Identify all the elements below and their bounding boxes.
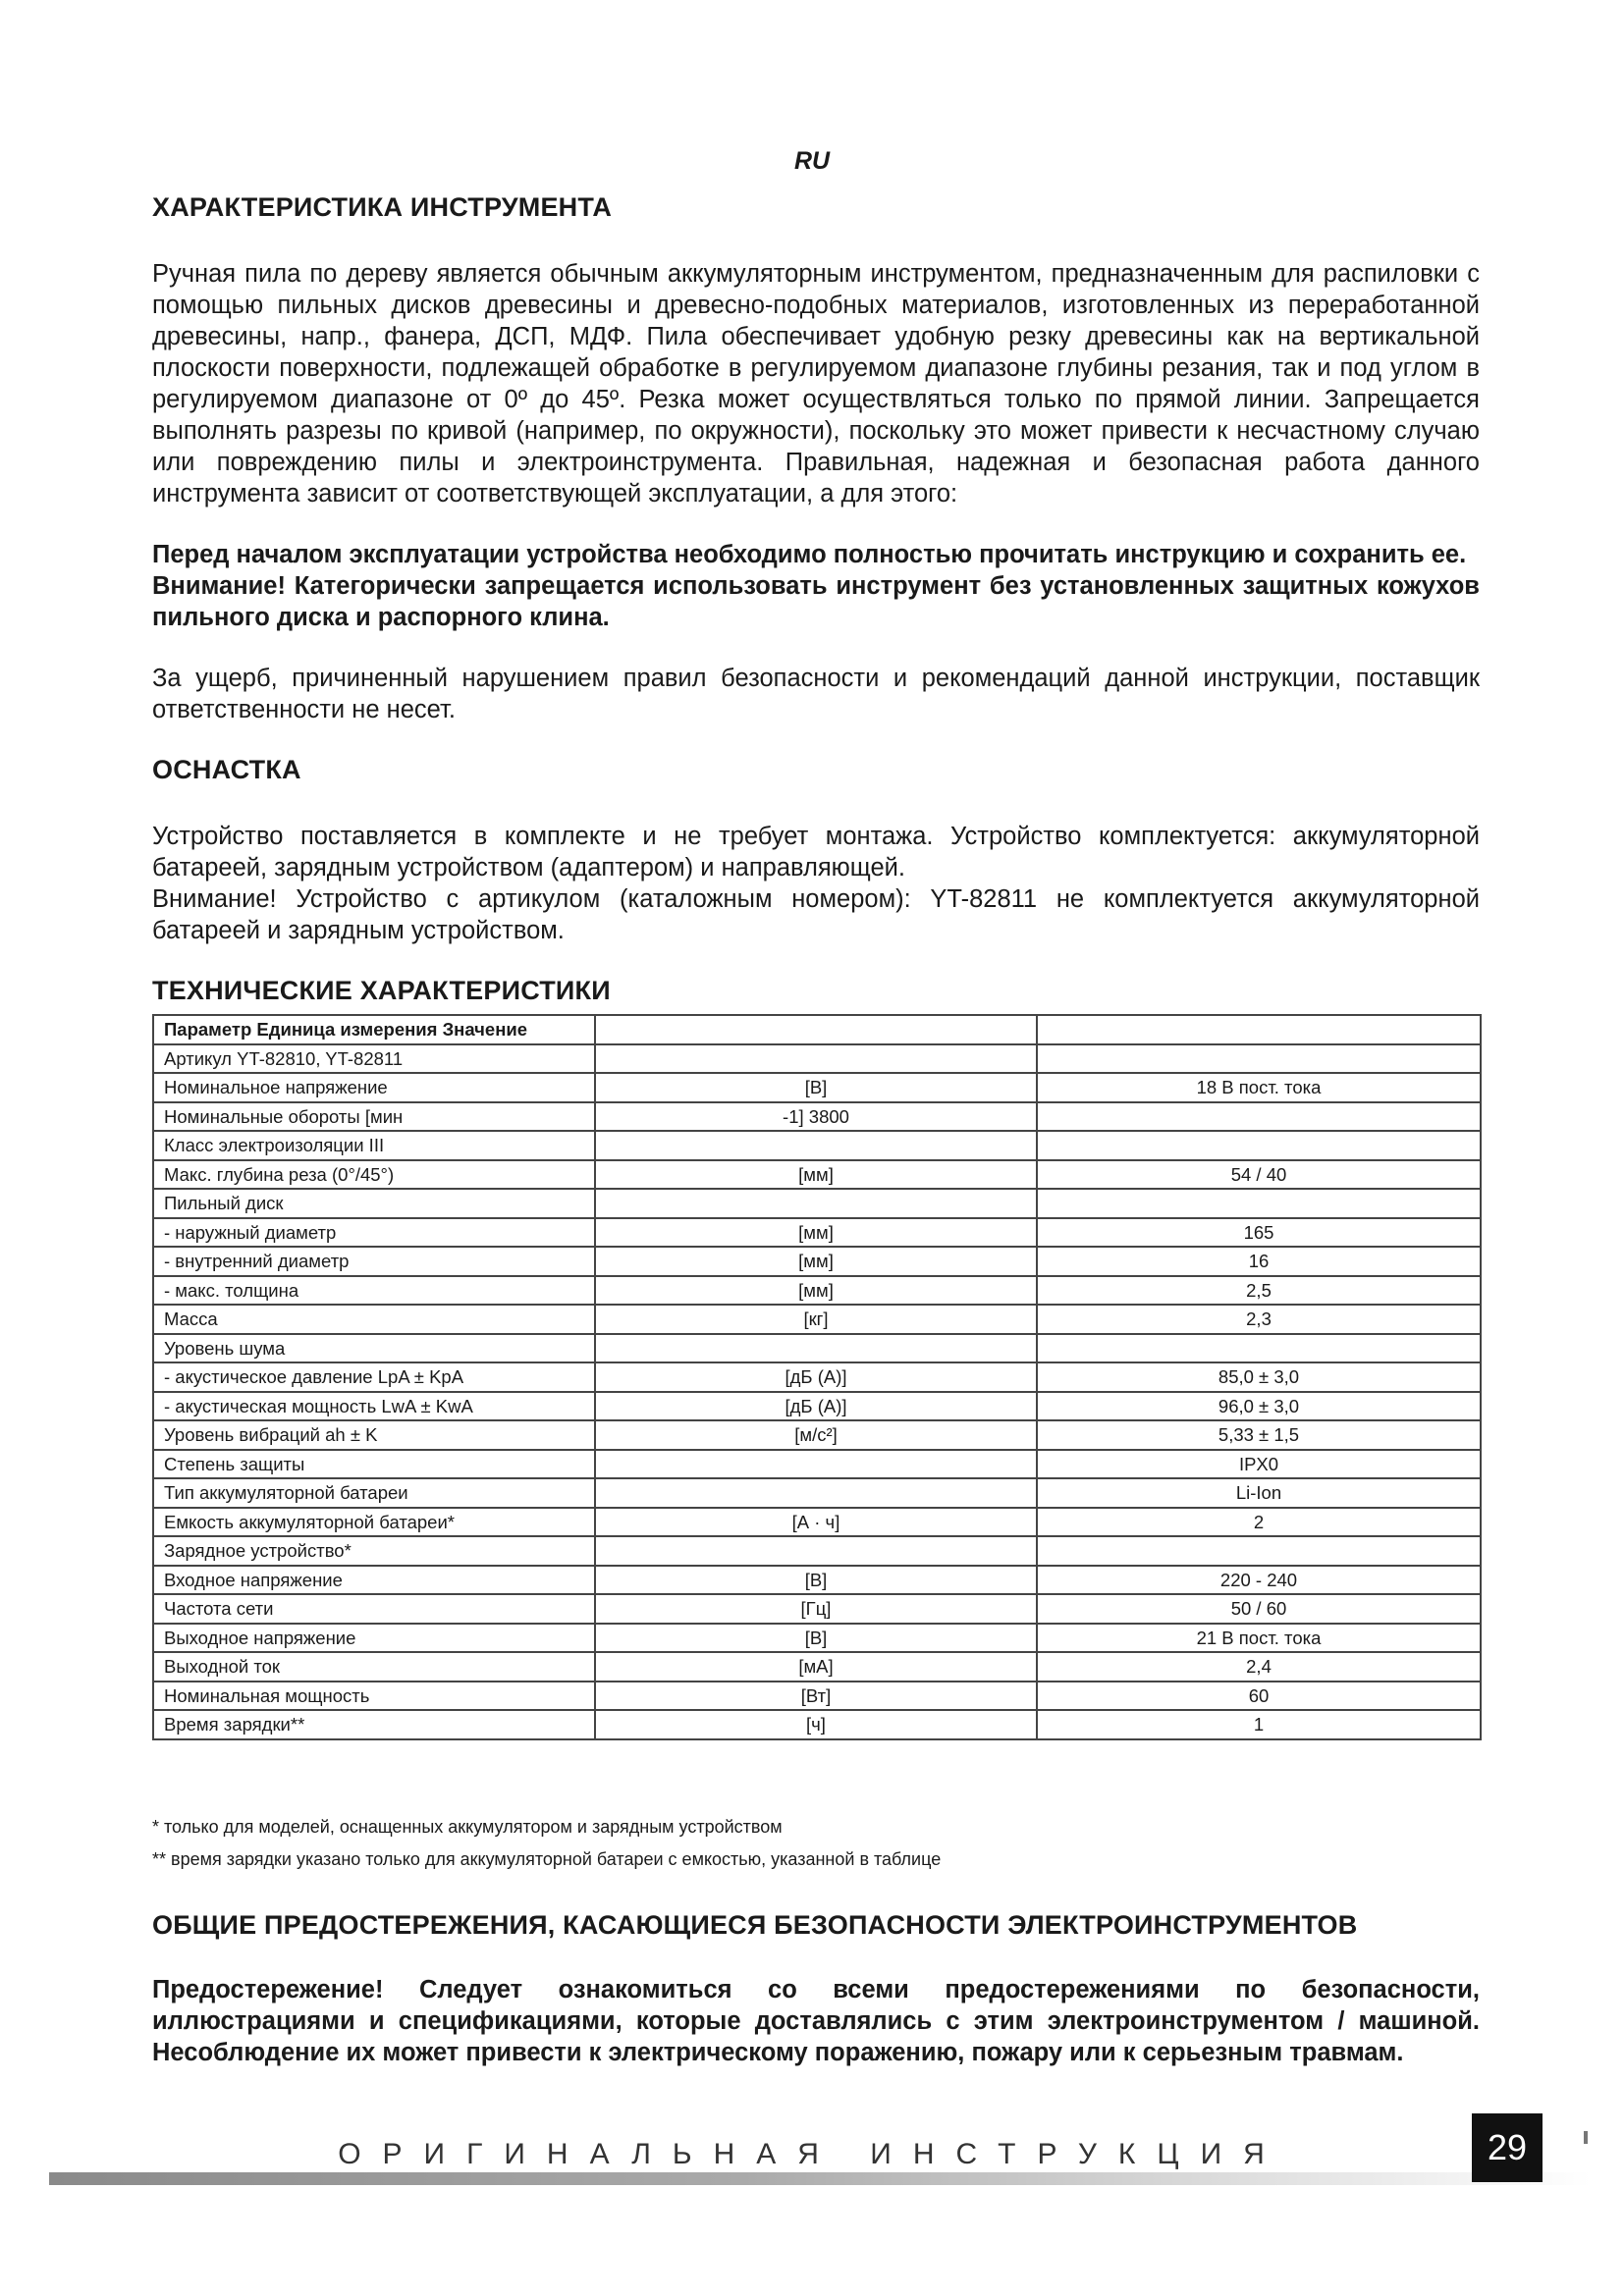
value-cell: 2 xyxy=(1037,1508,1481,1537)
parameter-cell: Номинальные обороты [мин xyxy=(153,1102,595,1132)
unit-cell: -1] 3800 xyxy=(595,1102,1037,1132)
value-cell: 220 - 240 xyxy=(1037,1566,1481,1595)
unit-cell: [В] xyxy=(595,1073,1037,1102)
liability-paragraph: За ущерб, причиненный нарушением правил безопасности и рекомендаций данной инструкции, поставщик ответственности не несет. xyxy=(152,665,1480,723)
table-row xyxy=(153,1276,1481,1306)
parameter-cell: Выходное напряжение xyxy=(153,1624,595,1653)
section-title-equipment: ОСНАСТКА xyxy=(152,755,301,784)
parameter-cell: Степень защиты xyxy=(153,1450,595,1479)
value-cell: 96,0 ± 3,0 xyxy=(1037,1392,1481,1421)
value-cell: 1 xyxy=(1037,1710,1481,1739)
table-row xyxy=(153,1536,1481,1566)
parameter-cell: Масса xyxy=(153,1305,595,1334)
footnote-charging-time: ** время зарядки указано только для аккумуляторной батареи с емкостью, указанной в таблице xyxy=(152,1849,942,1869)
unit-cell: [мм] xyxy=(595,1247,1037,1276)
table-row xyxy=(153,1102,1481,1132)
value-cell: 165 xyxy=(1037,1218,1481,1248)
value-cell: 85,0 ± 3,0 xyxy=(1037,1362,1481,1392)
table-row xyxy=(153,1218,1481,1248)
parameter-cell: Макс. глубина реза (0°/45°) xyxy=(153,1160,595,1190)
section-title-technical-specs: ТЕХНИЧЕСКИЕ ХАРАКТЕРИСТИКИ xyxy=(152,976,611,1005)
unit-cell: [м/с²] xyxy=(595,1420,1037,1450)
unit-cell: [В] xyxy=(595,1624,1037,1653)
unit-cell: [А · ч] xyxy=(595,1508,1037,1537)
unit-cell: [дБ (А)] xyxy=(595,1392,1037,1421)
parameter-cell: Уровень вибраций ah ± K xyxy=(153,1420,595,1450)
parameter-cell: - акустическая мощность LwA ± KwA xyxy=(153,1392,595,1421)
safety-section xyxy=(152,1910,1480,2068)
equipment-paragraph: Устройство поставляется в комплекте и не требует монтажа. Устройство комплектуется: аккумуляторной батареей, зарядным устройством (адаптером) и направляющей. xyxy=(152,823,1480,881)
unit-cell: [мм] xyxy=(595,1276,1037,1306)
parameter-cell: Частота сети xyxy=(153,1594,595,1624)
value-cell: 16 xyxy=(1037,1247,1481,1276)
value-cell: 54 / 40 xyxy=(1037,1160,1481,1190)
table-row xyxy=(153,1682,1481,1711)
table-row xyxy=(153,1392,1481,1421)
unit-cell: [мм] xyxy=(595,1218,1037,1248)
table-row xyxy=(153,1334,1481,1363)
table-row xyxy=(153,1710,1481,1739)
parameter-cell: Номинальная мощность xyxy=(153,1682,595,1711)
tool-description-paragraph: Ручная пила по дереву является обычным аккумуляторным инструментом, предназначенным для распиловки с помощью пильных дисков древесины и древесно-подобных материалов, изготовленных из переработанной древесины, напр., фанера, ДСП, МДФ. Пила обеспечивает удобную резку древесины как на вертикальной плоскости поверхности, подлежащей обработке в регулируемом диапазоне глубины резания, так и под углом в регулируемом диапазоне от 0º до 45º. Резка может осуществляться только по прямой линии. Запрещается выполнять разрезы по кривой (например, по окружности), поскольку это может привести к несчастному случаю или повреждению пилы и электроинструмента. Правильная, надежная и безопасная работа данного инструмента зависит от соответствующей эксплуатации, а для этого: xyxy=(152,260,1480,507)
unit-cell: [мм] xyxy=(595,1160,1037,1190)
footer-gradient-bar xyxy=(49,2172,1591,2185)
parameter-cell: - наружный диаметр xyxy=(153,1218,595,1248)
value-cell xyxy=(1037,1189,1481,1218)
equipment-attention-paragraph: Внимание! Устройство с артикулом (каталожным номером): YT-82811 не комплектуется аккумуляторной батареей и зарядным устройством. xyxy=(152,885,1480,944)
table-row xyxy=(153,1478,1481,1508)
unit-cell xyxy=(595,1015,1037,1044)
table-row xyxy=(153,1247,1481,1276)
unit-cell xyxy=(595,1189,1037,1218)
unit-cell: [кг] xyxy=(595,1305,1037,1334)
table-row xyxy=(153,1015,1481,1044)
table-row xyxy=(153,1362,1481,1392)
unit-cell xyxy=(595,1450,1037,1479)
parameter-cell: - макс. толщина xyxy=(153,1276,595,1306)
unit-cell: [мА] xyxy=(595,1652,1037,1682)
unit-cell: [Гц] xyxy=(595,1594,1037,1624)
value-cell: Li-Ion xyxy=(1037,1478,1481,1508)
footnote-battery-models: * только для моделей, оснащенных аккумулятором и зарядным устройством xyxy=(152,1817,783,1837)
unit-cell xyxy=(595,1131,1037,1160)
footer-original-instruction: ОРИГИНАЛЬНАЯ ИНСТРУКЦИЯ xyxy=(338,2138,1286,2170)
table-row xyxy=(153,1594,1481,1624)
unit-cell xyxy=(595,1536,1037,1566)
value-cell: IPX0 xyxy=(1037,1450,1481,1479)
parameter-cell: Тип аккумуляторной батареи xyxy=(153,1478,595,1508)
parameter-cell: Зарядное устройство* xyxy=(153,1536,595,1566)
parameter-cell: - акустическое давление LpA ± KpA xyxy=(153,1362,595,1392)
unit-cell xyxy=(595,1334,1037,1363)
value-cell: 18 В пост. тока xyxy=(1037,1073,1481,1102)
parameter-cell: - внутренний диаметр xyxy=(153,1247,595,1276)
parameter-cell: Артикул YT-82810, YT-82811 xyxy=(153,1044,595,1074)
parameter-cell: Выходной ток xyxy=(153,1652,595,1682)
specifications-table xyxy=(152,1014,1482,1740)
table-notes xyxy=(152,1811,1480,1876)
value-cell xyxy=(1037,1044,1481,1074)
value-cell xyxy=(1037,1015,1481,1044)
language-label: RU xyxy=(793,147,831,175)
unit-cell: [Вт] xyxy=(595,1682,1037,1711)
footer-tick-mark xyxy=(1584,2131,1588,2144)
parameter-cell: Параметр Единица измерения Значение xyxy=(153,1015,595,1044)
page-number: 29 xyxy=(1472,2113,1543,2182)
value-cell xyxy=(1037,1131,1481,1160)
value-cell: 60 xyxy=(1037,1682,1481,1711)
safety-warning-paragraph: Предостережение! Следует ознакомиться со всеми предостережениями по безопасности, иллюстрациями и спецификациями, которые доставлялись с этим электроинструментом / машиной. Несоблюдение их может привести к электрическому поражению, пожару или к серьезным травмам. xyxy=(152,1976,1480,2066)
value-cell: 21 В пост. тока xyxy=(1037,1624,1481,1653)
guard-warning: Внимание! Категорически запрещается использовать инструмент без установленных защитных кожухов пильного диска и распорного клина. xyxy=(152,572,1480,631)
value-cell: 2,5 xyxy=(1037,1276,1481,1306)
unit-cell: [ч] xyxy=(595,1710,1037,1739)
parameter-cell: Входное напряжение xyxy=(153,1566,595,1595)
parameter-cell: Класс электроизоляции III xyxy=(153,1131,595,1160)
table-row xyxy=(153,1420,1481,1450)
table-row xyxy=(153,1508,1481,1537)
value-cell: 5,33 ± 1,5 xyxy=(1037,1420,1481,1450)
unit-cell xyxy=(595,1044,1037,1074)
unit-cell: [В] xyxy=(595,1566,1037,1595)
read-instructions-warning: Перед началом эксплуатации устройства необходимо полностью прочитать инструкцию и сохранить ее. xyxy=(152,541,1467,568)
section-title-tool-characteristics: ХАРАКТЕРИСТИКА ИНСТРУМЕНТА xyxy=(152,192,613,222)
table-row xyxy=(153,1189,1481,1218)
value-cell: 50 / 60 xyxy=(1037,1594,1481,1624)
unit-cell xyxy=(595,1478,1037,1508)
value-cell: 2,3 xyxy=(1037,1305,1481,1334)
value-cell: 2,4 xyxy=(1037,1652,1481,1682)
parameter-cell: Время зарядки** xyxy=(153,1710,595,1739)
parameter-cell: Номинальное напряжение xyxy=(153,1073,595,1102)
table-row xyxy=(153,1131,1481,1160)
table-row xyxy=(153,1624,1481,1653)
parameter-cell: Емкость аккумуляторной батареи* xyxy=(153,1508,595,1537)
table-row xyxy=(153,1652,1481,1682)
table-row xyxy=(153,1073,1481,1102)
parameter-cell: Уровень шума xyxy=(153,1334,595,1363)
main-content xyxy=(152,192,1480,1006)
table-row xyxy=(153,1160,1481,1190)
table-row xyxy=(153,1450,1481,1479)
value-cell xyxy=(1037,1536,1481,1566)
table-row xyxy=(153,1305,1481,1334)
value-cell xyxy=(1037,1102,1481,1132)
parameter-cell: Пильный диск xyxy=(153,1189,595,1218)
unit-cell: [дБ (А)] xyxy=(595,1362,1037,1392)
table-row xyxy=(153,1044,1481,1074)
value-cell xyxy=(1037,1334,1481,1363)
table-row xyxy=(153,1566,1481,1595)
section-title-general-safety: ОБЩИЕ ПРЕДОСТЕРЕЖЕНИЯ, КАСАЮЩИЕСЯ БЕЗОПАСНОСТИ ЭЛЕКТРОИНСТРУМЕНТОВ xyxy=(152,1910,1358,1940)
